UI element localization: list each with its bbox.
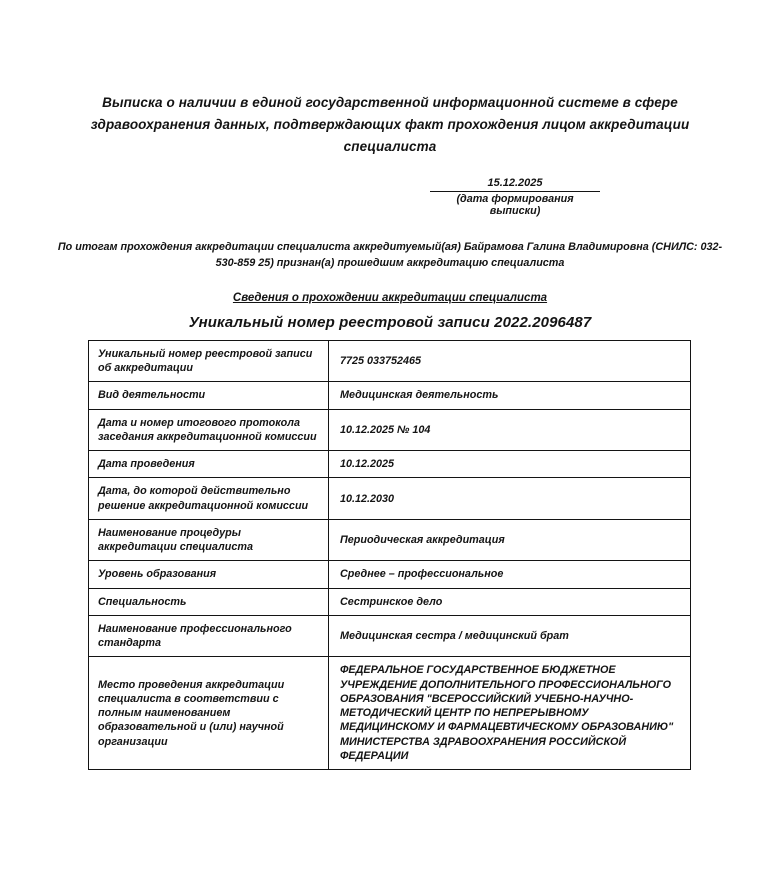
field-value-cell: 7725 033752465 — [329, 340, 691, 382]
table-row — [89, 340, 691, 382]
field-label-cell: Дата, до которой действительно решение аккредитационной комиссии — [89, 478, 329, 520]
field-value-cell: Медицинская деятельность — [329, 382, 691, 409]
accreditation-summary: По итогам прохождения аккредитации специалиста аккредитуемый(ая) Байрамова Галина Владимировна (СНИЛС: 032-530-859 25) признан(а) прошедшим аккредитацию специалиста — [57, 240, 723, 269]
field-label-cell: Вид деятельности — [89, 382, 329, 409]
field-value-cell: Периодическая аккредитация — [329, 519, 691, 561]
field-label-cell: Уникальный номер реестровой записи об аккредитации — [89, 340, 329, 382]
field-value-cell: 10.12.2025 № 104 — [329, 409, 691, 451]
accreditation-table-body — [89, 340, 691, 769]
registry-record-heading: Уникальный номер реестровой записи 2022.2096487 — [188, 313, 592, 331]
table-row — [89, 615, 691, 657]
field-label-cell: Дата проведения — [89, 451, 329, 478]
generation-date-block — [430, 177, 600, 217]
table-row — [89, 657, 691, 770]
field-value-cell: ФЕДЕРАЛЬНОЕ ГОСУДАРСТВЕННОЕ БЮДЖЕТНОЕ УЧРЕЖДЕНИЕ ДОПОЛНИТЕЛЬНОГО ПРОФЕССИОНАЛЬНОГО ОБРАЗОВАНИЯ "ВСЕРОССИЙСКИЙ УЧЕБНО-НАУЧНО-МЕТОДИЧЕСКИЙ ЦЕНТР ПО НЕПРЕРЫВНОМУ МЕДИЦИНСКОМУ И ФАРМАЦЕВТИЧЕСКОМУ ОБРАЗОВАНИЮ" МИНИСТЕРСТВА ЗДРАВООХРАНЕНИЯ РОССИЙСКОЙ ФЕДЕРАЦИИ — [329, 657, 691, 770]
table-row — [89, 478, 691, 520]
document-title: Выписка о наличии в единой государственной информационной системе в сфере здравоохранения данных, подтверждающих факт прохождения лицом аккредитации специалиста — [90, 95, 690, 154]
generation-date: 15.12.2025 — [430, 177, 600, 192]
field-label-cell: Уровень образования — [89, 561, 329, 588]
table-row — [89, 588, 691, 615]
table-row — [89, 382, 691, 409]
field-label-cell: Наименование процедуры аккредитации специалиста — [89, 519, 329, 561]
field-value-cell: 10.12.2025 — [329, 451, 691, 478]
field-label-cell: Специальность — [89, 588, 329, 615]
generation-date-caption: (дата формирования выписки) — [456, 192, 574, 217]
field-label-cell: Наименование профессионального стандарта — [89, 615, 329, 657]
field-value-cell: 10.12.2030 — [329, 478, 691, 520]
table-row — [89, 519, 691, 561]
table-row — [89, 561, 691, 588]
section-heading: Сведения о прохождении аккредитации специалиста — [232, 291, 548, 304]
field-value-cell: Медицинская сестра / медицинский брат — [329, 615, 691, 657]
field-label-cell: Место проведения аккредитации специалиста в соответствии с полным наименованием образовательной и (или) научной организации — [89, 657, 329, 770]
field-value-cell: Сестринское дело — [329, 588, 691, 615]
table-row — [89, 409, 691, 451]
table-row — [89, 451, 691, 478]
field-label-cell: Дата и номер итогового протокола заседания аккредитационной комиссии — [89, 409, 329, 451]
accreditation-table — [88, 340, 691, 770]
field-value-cell: Среднее – профессиональное — [329, 561, 691, 588]
